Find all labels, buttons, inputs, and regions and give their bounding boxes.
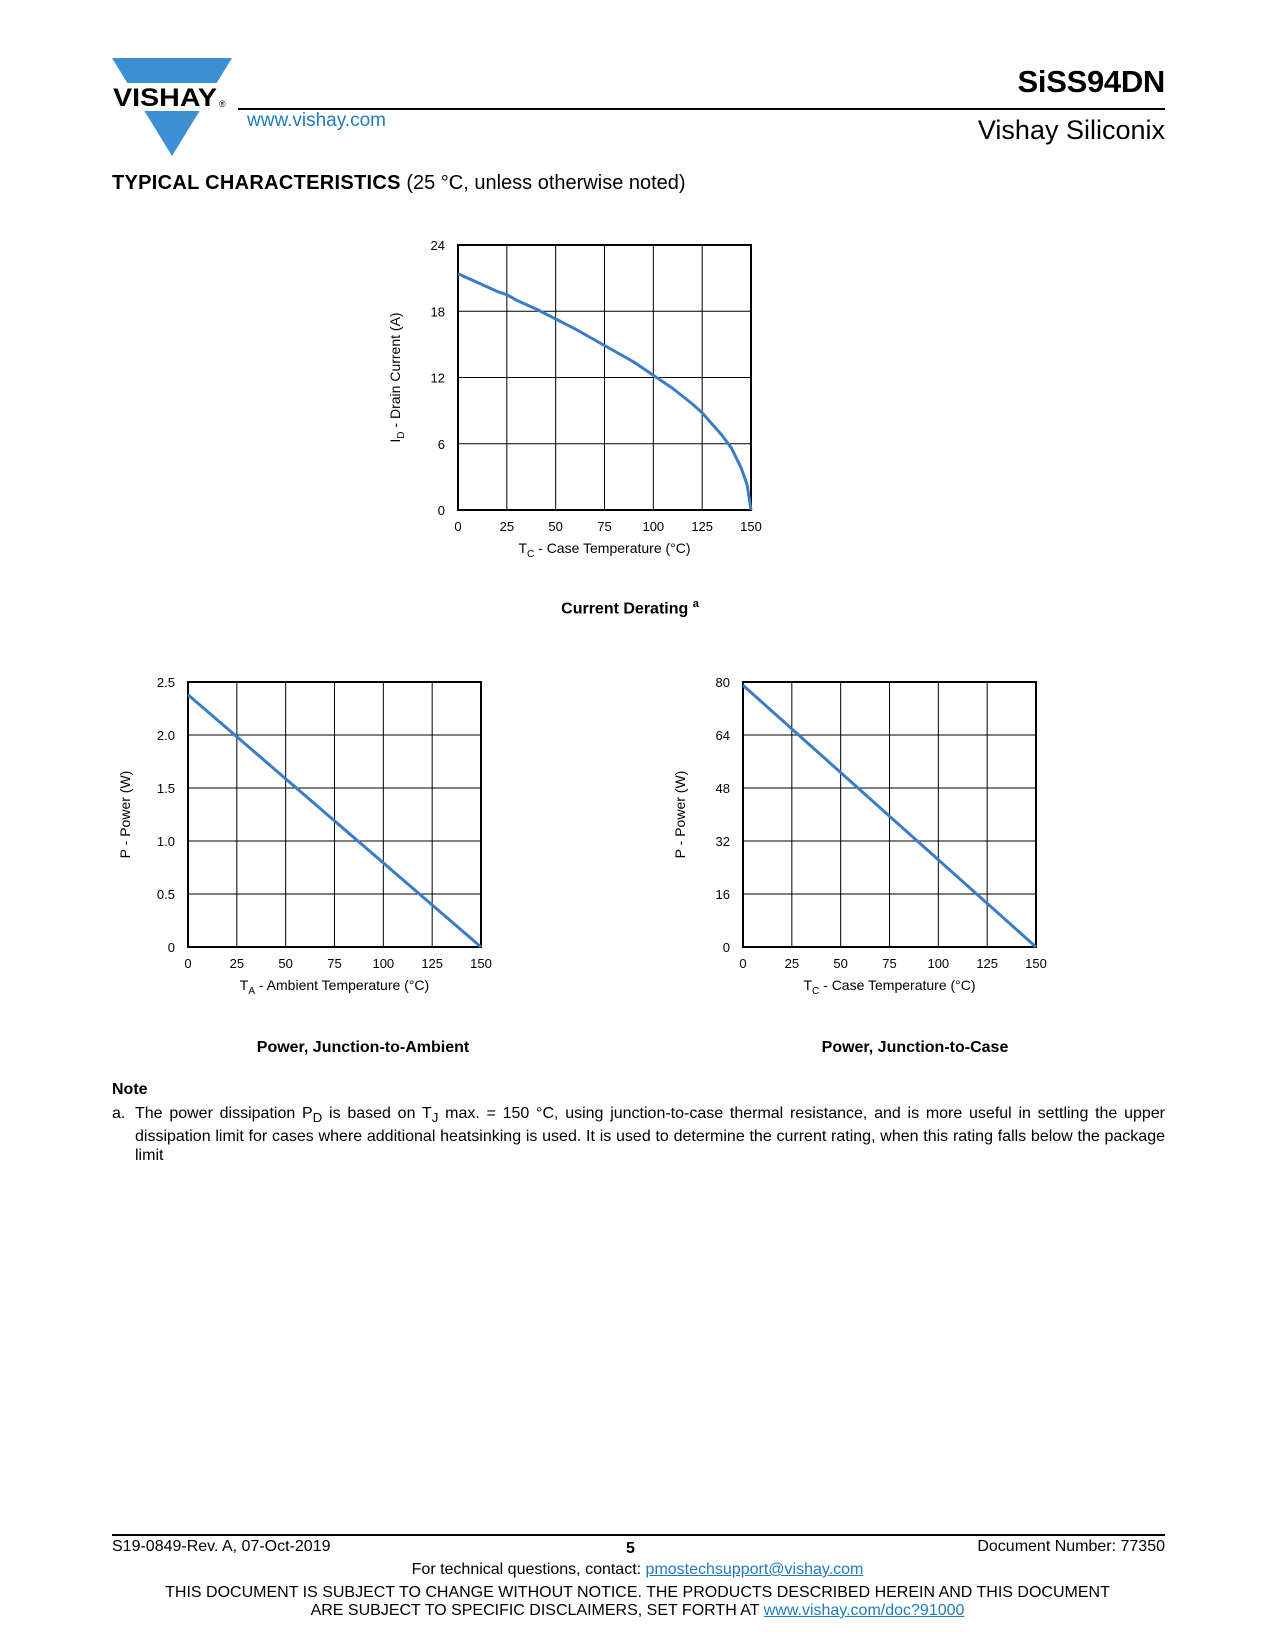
y-tick-label: 18 [430,304,445,320]
current-derating-chart [380,235,820,590]
logo-registered-mark: ® [219,99,226,109]
revision-label: S19-0849-Rev. A, 07-Oct-2019 [112,1538,331,1555]
vishay-logo [112,58,232,158]
power-case-title: Power, Junction-to-Case [821,1039,1009,1056]
y-tick-label: 80 [715,675,730,690]
x-tick-label: 25 [784,956,800,971]
x-tick-label: 25 [499,519,515,534]
note-a [112,1104,1165,1165]
y-tick-label: 48 [715,781,730,796]
y-tick-label: 64 [715,728,730,743]
contact-email-link[interactable]: pmostechsupport@vishay.com [645,1561,864,1578]
power-case-chart [665,672,1105,1027]
x-axis-label: $T_C$ - Case Temperature (°C) [518,540,691,560]
x-tick-label: 150 [740,519,762,534]
x-tick-label: 75 [882,956,897,971]
current-derating-title [460,598,800,618]
y-tick-label: 1.0 [156,834,175,849]
x-tick-label: 50 [278,956,293,971]
section-title-main: TYPICAL CHARACTERISTICS [112,172,401,194]
x-tick-label: 75 [597,519,612,534]
x-tick-label: 0 [454,519,462,534]
x-tick-label: 25 [229,956,245,971]
logo-text: VISHAY [113,84,218,112]
contact-prefix: For technical questions, contact: [411,1561,646,1578]
y-tick-label: 0 [437,503,445,518]
current-derating-title-text: Current Derating [561,600,689,618]
x-tick-label: 150 [1025,956,1047,971]
x-tick-label: 150 [470,956,492,971]
y-tick-label: 0.5 [156,887,175,902]
footer-rule [112,1534,1165,1536]
y-tick-label: 0 [722,940,730,955]
note-heading: Note [112,1081,148,1098]
x-tick-label: 75 [327,956,342,971]
y-tick-label: 0 [167,940,175,955]
x-tick-label: 50 [548,519,563,534]
x-tick-label: 125 [421,956,444,971]
disclaimer-link[interactable]: www.vishay.com/doc?91000 [763,1602,965,1619]
y-tick-label: 1.5 [156,781,175,796]
y-tick-label: 24 [430,238,445,253]
section-title-condition: (25 °C, unless otherwise noted) [406,172,686,194]
footer-disclaimer [0,1584,1275,1620]
section-title [112,172,686,195]
x-tick-label: 125 [691,519,714,534]
y-tick-label: 16 [715,887,730,902]
website-link[interactable]: www.vishay.com [247,110,387,131]
footer-contact [0,1561,1275,1579]
x-axis-label: $T_A$ - Ambient Temperature (°C) [239,977,430,997]
power-ambient-title: Power, Junction-to-Ambient [256,1039,470,1056]
x-tick-label: 100 [927,956,950,971]
part-number: SiSS94DN [1017,64,1165,99]
disclaimer-line-1: THIS DOCUMENT IS SUBJECT TO CHANGE WITHOUT NOTICE. THE PRODUCTS DESCRIBED HEREIN AND THIS DOCUMENT [165,1584,1110,1601]
x-tick-label: 100 [642,519,665,534]
y-tick-label: 2.5 [156,675,175,690]
x-tick-label: 0 [739,956,747,971]
y-tick-label: 2.0 [156,728,175,743]
disclaimer-line-2: ARE SUBJECT TO SPECIFIC DISCLAIMERS, SET FORTH AT www.vishay.com/doc?91000 [310,1602,965,1619]
page-number: 5 [626,1540,635,1557]
note-a-text: The power dissipation $P_D$ is based on $T_J$ max. = 150 °C, using junction-to-case thermal resistance, and is more useful in settling the upper dissipation limit for cases where additional heatsinking is used. It is used to determine the current rating, when this rating falls below the package limit [135,1105,1165,1165]
y-tick-label: 32 [715,834,730,849]
y-axis-label: $I_D$ - Drain Current (A) [387,312,407,443]
footnote-a-marker: a [692,598,699,610]
x-tick-label: 0 [184,956,192,971]
x-tick-label: 100 [372,956,395,971]
company-name: Vishay Siliconix [977,115,1165,145]
y-tick-label: 12 [430,370,445,386]
document-number: Document Number: 77350 [977,1538,1165,1555]
note-a-label: a. [112,1105,126,1122]
y-axis-label: P - Power (W) [672,770,688,859]
power-ambient-chart [110,672,550,1027]
x-axis-label: $T_C$ - Case Temperature (°C) [803,977,976,997]
y-axis-label: P - Power (W) [117,770,133,859]
x-tick-label: 50 [833,956,848,971]
x-tick-label: 125 [976,956,999,971]
y-tick-label: 6 [437,436,445,452]
